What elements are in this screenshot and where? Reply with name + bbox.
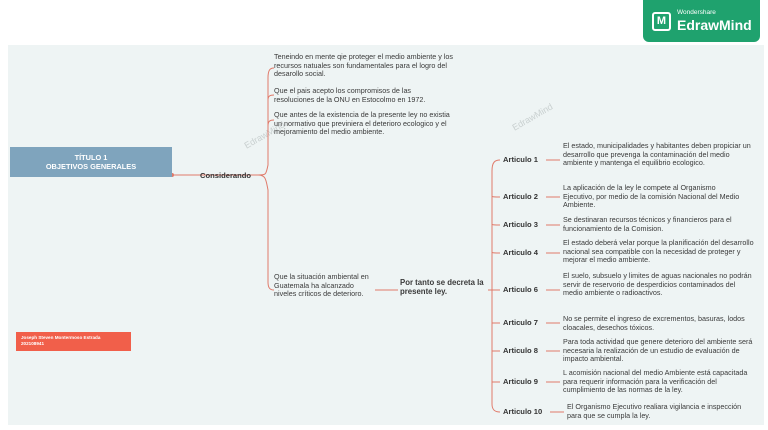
edrawmind-logo-icon: M (652, 12, 671, 31)
root-line-2: OBJETIVOS GENERALES (45, 162, 137, 171)
logo-brand-small: Wondershare (677, 9, 716, 17)
root-topic[interactable] (10, 147, 172, 177)
article-label[interactable]: Articulo 9 (503, 377, 539, 386)
author-tag[interactable] (16, 332, 131, 351)
article-text[interactable]: No se permite el ingreso de excrementos, basuras, lodos cloacales, desechos tóxicos. (563, 314, 745, 332)
root-line-1: TÍTULO 1 (74, 153, 108, 162)
article-label[interactable]: Articulo 6 (503, 285, 539, 294)
author-id: 202108941 (21, 341, 44, 346)
article-label[interactable]: Articulo 4 (503, 248, 539, 257)
considerando-item[interactable]: Teneindo en mente qie proteger el medio ambiente y los recursos natuales son fundamentales para el logro del desarollo social. (274, 52, 453, 79)
article-label[interactable]: Articulo 2 (503, 192, 539, 201)
article-text[interactable]: Para toda actividad que genere deterioro del ambiente será necesaria la realización de un estudio de evaluación de impacto ambiental. (563, 337, 753, 364)
considerando-topic[interactable]: Considerando (200, 171, 252, 180)
article-text[interactable]: El suelo, subsuelo y limites de aguas nacionales no podrán servir de reservorio de desperdicios contaminados del medio ambiente o radioactivos. (563, 271, 752, 298)
considerando-item[interactable]: Que el pais acepto los compromisos de las resoluciones de la ONU en Estocolmo en 1972. (274, 86, 426, 104)
article-text[interactable]: El Organismo Ejecutivo realiara vigilancia e inspección para que se cumpla la ley. (567, 402, 742, 420)
article-label[interactable]: Articulo 3 (503, 220, 539, 229)
article-text[interactable]: L acomisión nacional del medio Ambiente está capacitada para requerir información para la verificación del cumplimiento de las normas de la ley. (563, 368, 748, 395)
article-text[interactable]: El estado deberá velar porque la planificación del desarrollo nacional sea compatible con la necesidad de proteger y mejorar el medio ambiente. (563, 238, 754, 265)
article-label[interactable]: Articulo 10 (503, 407, 543, 416)
logo-brand-big: EdrawMind (677, 16, 752, 33)
article-label[interactable]: Articulo 1 (503, 155, 539, 164)
author-name: Joseph Steven Montermoso Estrada (21, 335, 101, 340)
article-label[interactable]: Articulo 7 (503, 318, 539, 327)
decreta-topic[interactable]: Por tanto se decreta la presente ley. (400, 278, 484, 297)
article-text[interactable]: La aplicación de la ley le compete al Organismo Ejecutivo, por medio de la comisión Nacional del Medio Ambiente. (563, 183, 740, 210)
article-text[interactable]: Se destinaran recursos técnicos y financieros para el funcionamiento de la Comision. (563, 215, 732, 233)
watermark: EdrawMind (510, 101, 555, 133)
watermark: EdrawMind (242, 119, 287, 151)
article-label[interactable]: Articulo 8 (503, 346, 539, 355)
considerando-item[interactable]: Que la situación ambiental en Guatemala ha alcanzado niveles críticos de deterioro. (274, 272, 369, 299)
article-text[interactable]: El estado, municipalidades y habitantes deben propiciar un desarrollo que prevenga la contaminación del medio ambiente y mantenga el equilibrio ecologico. (563, 141, 751, 168)
considerando-item[interactable]: Que antes de la existencia de la presente ley no existia un normativo que previniera el deterioro ecologico y el mejoramiento del medio ambiente. (274, 110, 450, 137)
